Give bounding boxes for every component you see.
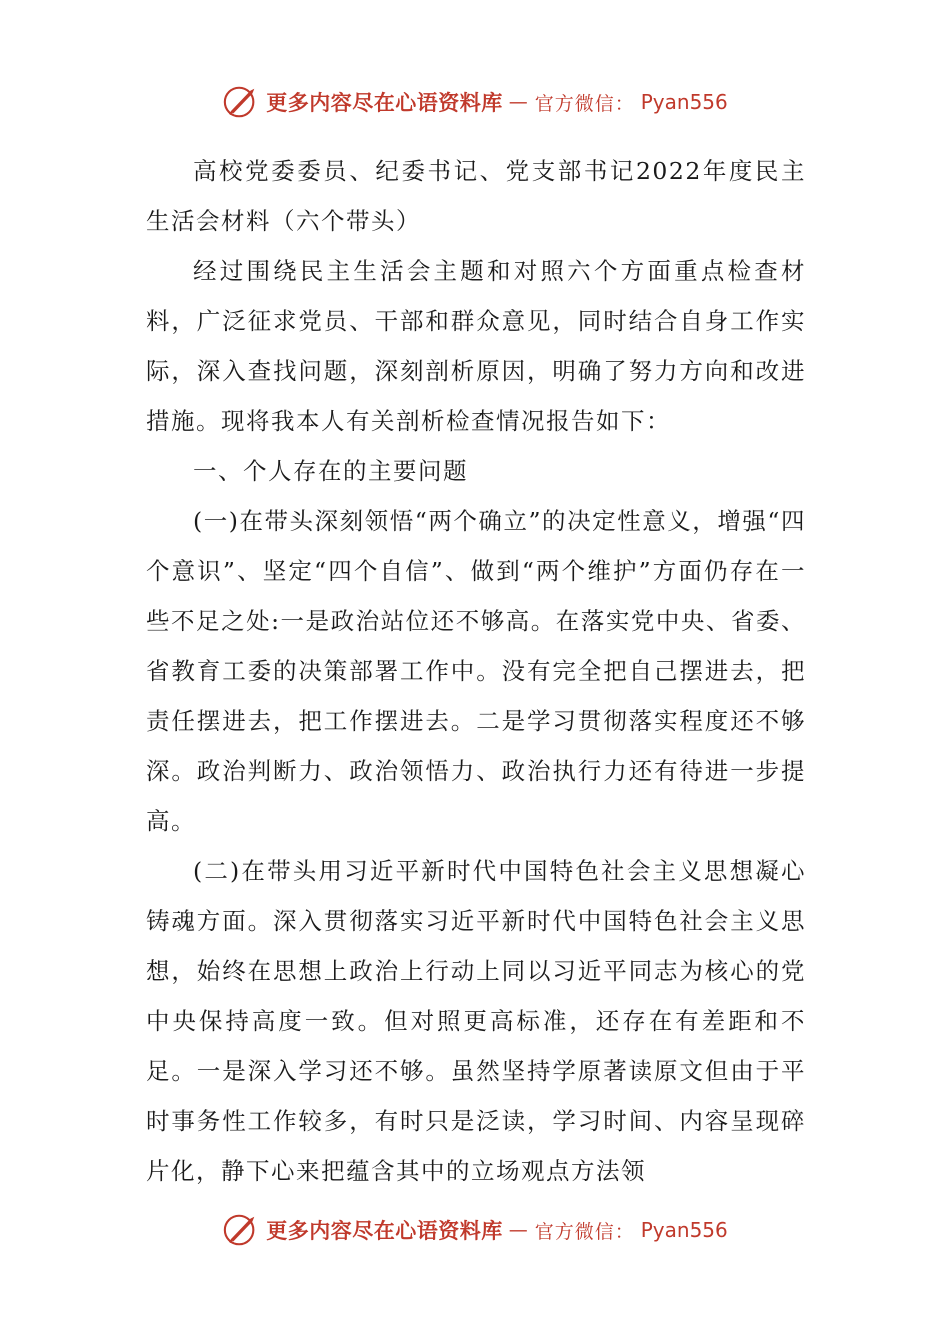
header-watermark-banner [0, 80, 950, 124]
banner-sub-text: 官方微信： [534, 1220, 635, 1243]
banner-sub-text: 官方微信： [534, 92, 635, 115]
quill-logo-icon [222, 83, 260, 121]
item-paragraph-1: (一)在带头深刻领悟“两个确立”的决定性意义，增强“四个意识”、坚定“四个自信”、做到“两个维护”方面仍存在一些不足之处:一是政治站位还不够高。在落实党中央、省委、省教育工委的决策部署工作中。没有完全把自己摆进去，把责任摆进去，把工作摆进去。二是学习贯彻落实程度还不够深。政治判断力、政治领悟力、政治执行力还有待进一步提高。 [146, 507, 806, 835]
banner-main-text: 更多内容尽在心语资料库 [266, 1218, 503, 1243]
document-title: 高校党委委员、纪委书记、党支部书记2022年度民主生活会材料（六个带头） [146, 157, 806, 235]
banner-wechat-id: Pyan556 [640, 90, 728, 114]
section-heading: 一、个人存在的主要问题 [193, 457, 468, 485]
banner-separator: — [508, 1219, 529, 1241]
document-body [146, 146, 806, 1196]
banner-main-text: 更多内容尽在心语资料库 [266, 90, 503, 115]
footer-watermark-banner [0, 1208, 950, 1252]
item-paragraph-2: (二)在带头用习近平新时代中国特色社会主义思想凝心铸魂方面。深入贯彻落实习近平新时代中国特色社会主义思想，始终在思想上政治上行动上同以习近平同志为核心的党中央保持高度一致。但对照更高标准，还存在有差距和不足。一是深入学习还不够。虽然坚持学原著读原文但由于平时事务性工作较多，有时只是泛读，学习时间、内容呈现碎片化，静下心来把蕴含其中的立场观点方法领 [146, 857, 806, 1185]
intro-paragraph: 经过围绕民主生活会主题和对照六个方面重点检查材料，广泛征求党员、干部和群众意见，同时结合自身工作实际，深入查找问题，深刻剖析原因，明确了努力方向和改进措施。现将我本人有关剖析检查情况报告如下： [146, 257, 806, 435]
quill-logo-icon [222, 1211, 260, 1249]
banner-wechat-id: Pyan556 [640, 1218, 728, 1242]
banner-separator: — [508, 91, 529, 113]
